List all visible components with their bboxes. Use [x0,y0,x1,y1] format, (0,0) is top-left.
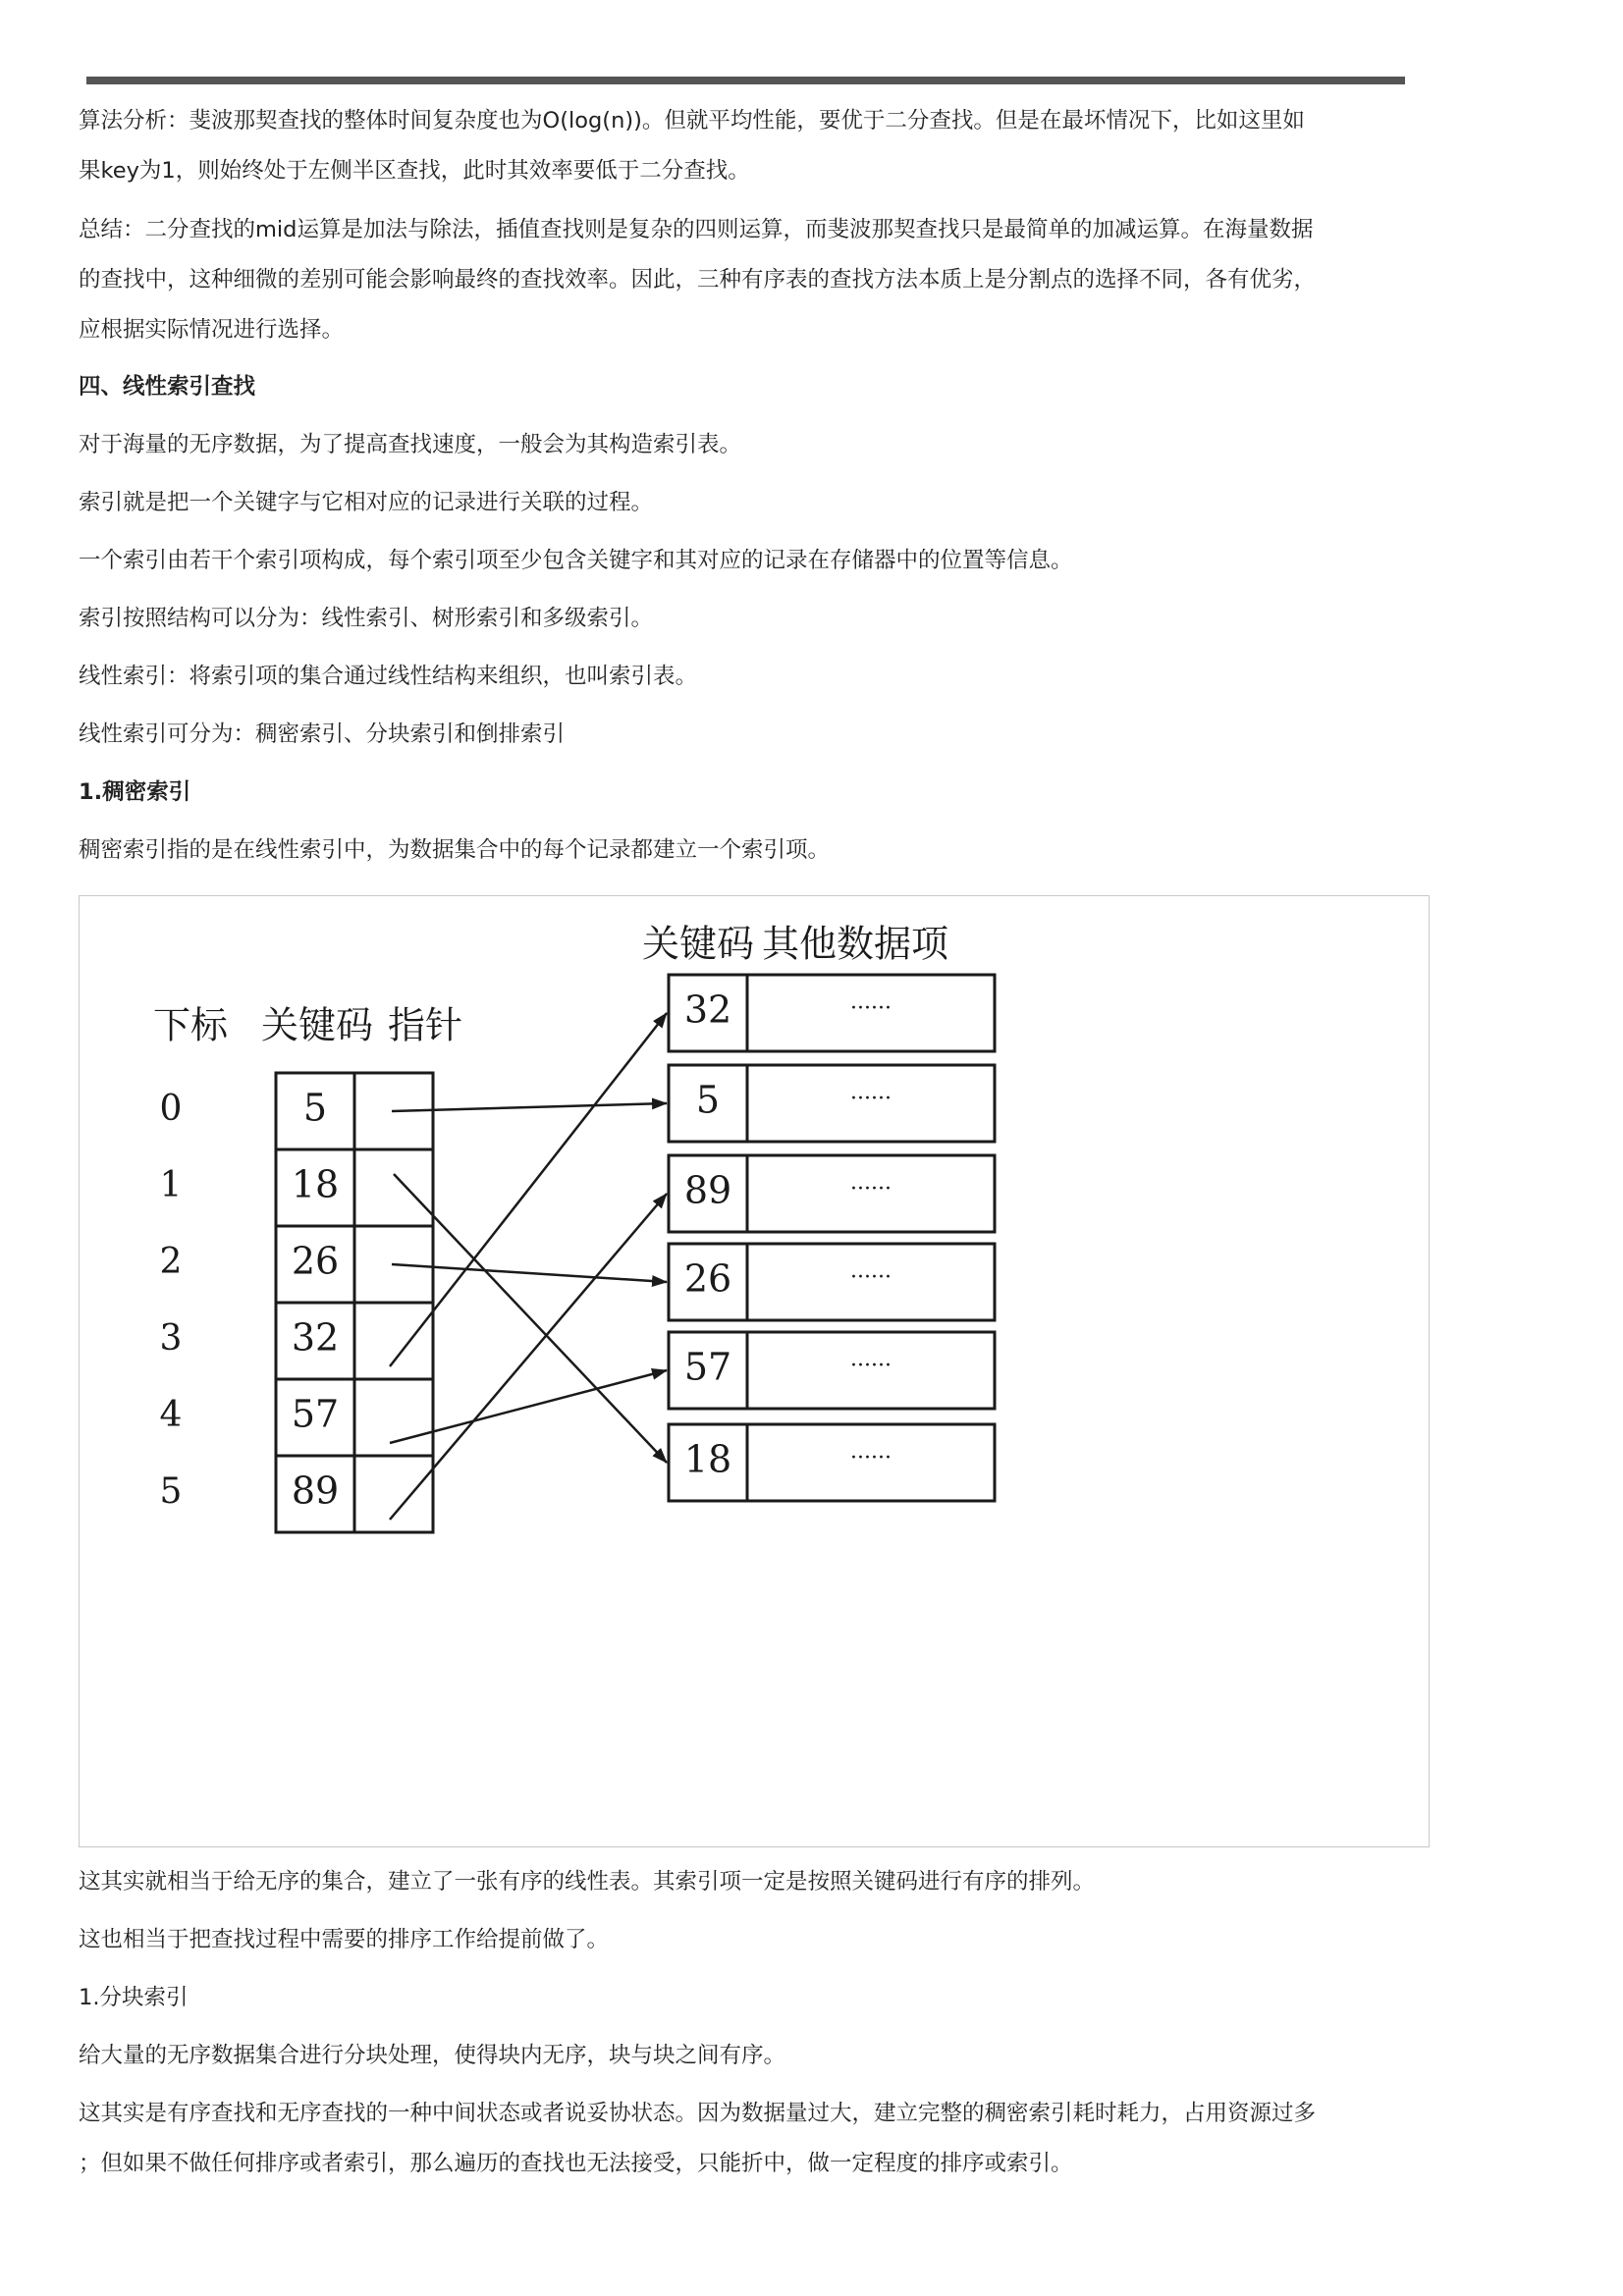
dense-index-diagram-svg [80,896,1429,1846]
record-key-32: 32 [683,988,732,1032]
paragraph-ordered-table: 这其实就相当于给无序的集合，建立了一张有序的线性表。其索引项一定是按照关键码进行有序的排列。 [79,1869,1096,1895]
index-header-pointer: 指针 [387,1003,463,1047]
index-subscript-5: 5 [159,1471,183,1512]
record-key-26: 26 [683,1256,732,1301]
paragraph-compromise-line-2: ；但如果不做任何排序或者索引，那么遍历的查找也无法接受，只能折中，做一定程度的排序或索引。 [79,2151,1073,2176]
pointer-arrow-57-to-57 [390,1370,667,1443]
paragraph-linear-index: 线性索引：将索引项的集合通过线性结构来组织，也叫索引表。 [79,664,698,689]
paragraph-summary-line-1: 总结：二分查找的mid运算是加法与除法，插值查找则是复杂的四则运算，而斐波那契查找只是最简单的加减运算。在海量数据 [79,217,1314,242]
record-other-data: ······ [850,1087,892,1111]
record-key-57: 57 [683,1345,732,1389]
record-other-data: ······ [850,1265,892,1290]
paragraph-summary-line-2: 的查找中，这种细微的差别可能会影响最终的查找效率。因此，三种有序表的查找方法本质上是分割点的选择不同，各有优劣， [79,267,1317,293]
section-heading-linear-index: 四、线性索引查找 [79,374,256,400]
index-key-5: 5 [302,1086,328,1130]
paragraph-analysis-line-1: 算法分析：斐波那契查找的整体时间复杂度也为O(log(n))。但就平均性能，要优于二分查找。但是在最坏情况下，比如这里如 [79,108,1305,133]
paragraph-index-structure: 索引按照结构可以分为：线性索引、树形索引和多级索引。 [79,606,654,631]
paragraph-index-items: 一个索引由若干个索引项构成，每个索引项至少包含关键字和其对应的记录在存储器中的位置等信息。 [79,548,1073,573]
paragraph-presort: 这也相当于把查找过程中需要的排序工作给提前做了。 [79,1927,610,1952]
article-body-bottom [79,1857,1551,2189]
section-heading-dense-index: 1.稠密索引 [79,779,191,805]
index-key-32: 32 [291,1315,340,1360]
index-header-key: 关键码 [260,1003,374,1047]
record-key-18: 18 [683,1437,732,1481]
index-key-18: 18 [291,1162,340,1206]
paragraph-linear-index-types: 线性索引可分为：稠密索引、分块索引和倒排索引 [79,721,566,747]
record-key-89: 89 [683,1168,732,1212]
paragraph-dense-index-definition: 稠密索引指的是在线性索引中，为数据集合中的每个记录都建立一个索引项。 [79,837,831,863]
record-key-5: 5 [695,1078,721,1122]
index-key-26: 26 [291,1239,340,1283]
index-subscript-4: 4 [159,1395,183,1435]
top-divider-bar [86,77,1405,84]
pointer-arrow-32-to-32 [390,1013,667,1366]
paragraph-index-definition: 索引就是把一个关键字与它相对应的记录进行关联的过程。 [79,490,654,515]
paragraph-massive-data: 对于海量的无序数据，为了提高查找速度，一般会为其构造索引表。 [79,432,742,457]
paragraph-block-processing: 给大量的无序数据集合进行分块处理，使得块内无序，块与块之间有序。 [79,2043,786,2068]
record-other-data: ······ [850,996,892,1021]
paragraph-analysis-line-2: 果key为1，则始终处于左侧半区查找，此时其效率要低于二分查找。 [79,158,750,184]
records-header-other: 其他数据项 [761,922,949,966]
article-body-top [79,96,1551,876]
index-subscript-3: 3 [159,1318,183,1359]
record-other-data: ······ [850,1177,892,1201]
paragraph-summary-line-3: 应根据实际情况进行选择。 [79,317,345,343]
index-key-57: 57 [291,1392,340,1436]
index-subscript-0: 0 [159,1089,183,1129]
pointer-arrow-89-to-89 [390,1194,667,1520]
index-subscript-1: 1 [159,1165,183,1205]
index-subscript-2: 2 [159,1242,183,1282]
section-heading-block-index: 1.分块索引 [79,1985,189,2010]
index-header-subscript: 下标 [152,1003,229,1047]
dense-index-diagram [79,895,1430,1847]
records-header-key: 关键码 [641,922,755,966]
pointer-arrow-18-to-18 [394,1174,667,1463]
paragraph-compromise-line-1: 这其实是有序查找和无序查找的一种中间状态或者说妥协状态。因为数据量过大，建立完整的稠密索引耗时耗力，占用资源过多 [79,2101,1317,2126]
index-key-89: 89 [291,1468,340,1513]
record-other-data: ······ [850,1446,892,1470]
record-other-data: ······ [850,1354,892,1378]
